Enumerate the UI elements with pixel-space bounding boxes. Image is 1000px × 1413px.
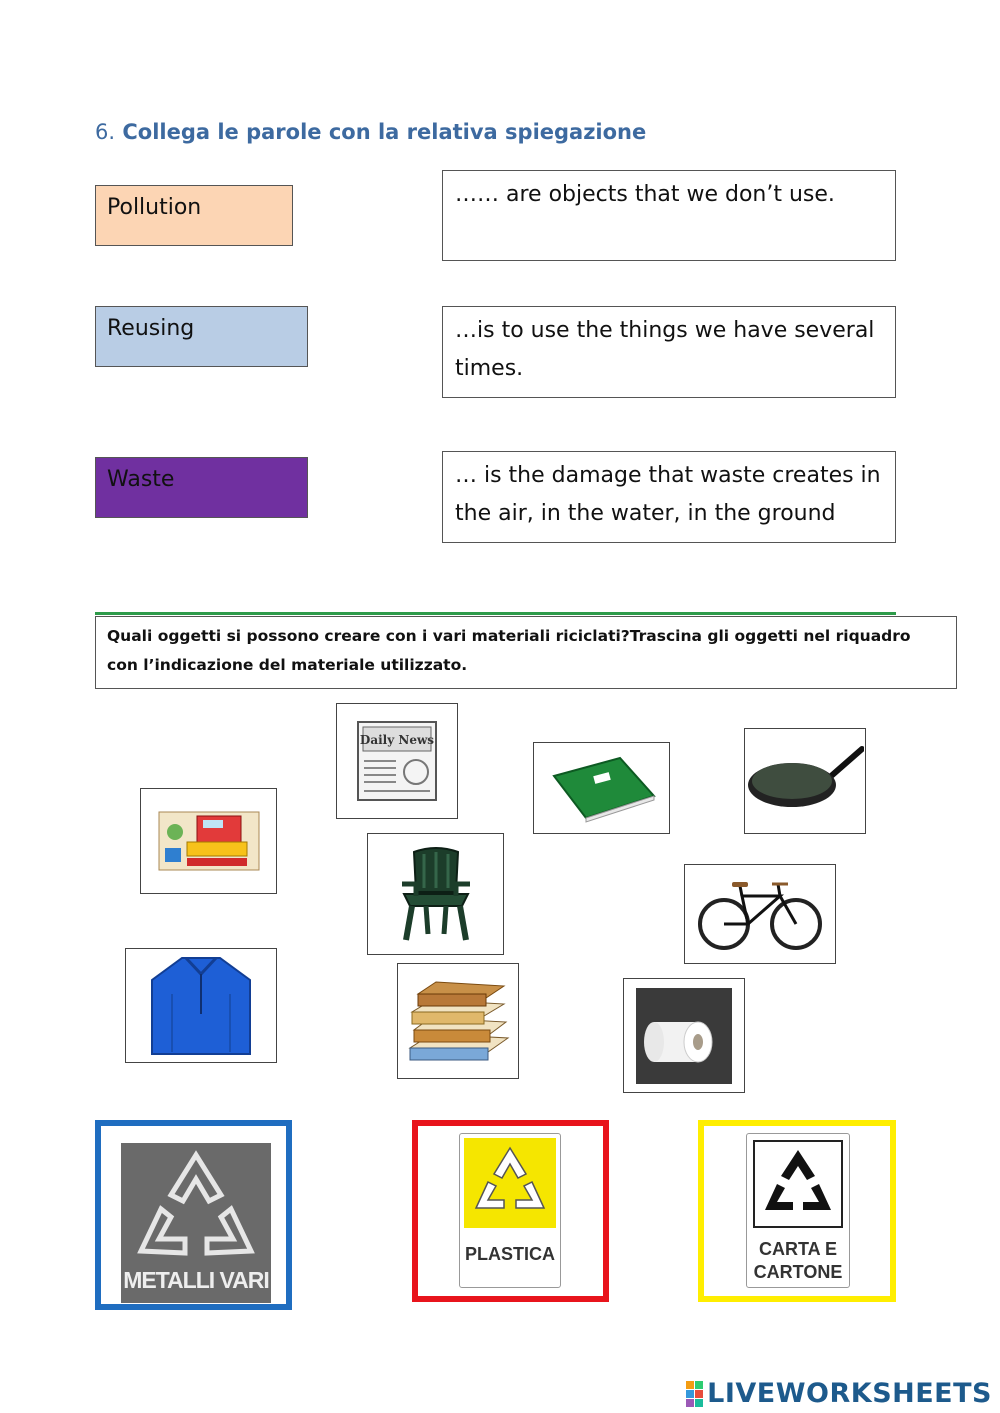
bin-carta-label-line1: CARTA E: [759, 1239, 837, 1259]
books-icon: [404, 972, 512, 1070]
drag-item-toy-cash-register[interactable]: [140, 788, 277, 894]
drag-item-plastic-chair[interactable]: [367, 833, 504, 955]
recycle-icon: [755, 1142, 841, 1226]
metal-sign: [121, 1143, 271, 1303]
bin-plastica[interactable]: [412, 1120, 609, 1302]
drag-item-notebook[interactable]: [533, 742, 670, 834]
paper-sign-panel: [753, 1140, 843, 1228]
plastic-sign-panel: [464, 1138, 556, 1228]
liveworksheets-logo: [686, 1378, 992, 1409]
drag-instruction-text: Quali oggetti si possono creare con i vari materiali riciclati?Trascina gli oggetti nel riquadro con l’indicazione del materiale utilizzato.: [107, 627, 911, 674]
paper-sign: [746, 1133, 850, 1288]
drag-item-fleece-sweater[interactable]: [125, 948, 277, 1063]
toy-cash-register-icon: [157, 808, 261, 874]
drag-item-newspaper[interactable]: [336, 703, 458, 819]
bin-carta-label: [747, 1238, 849, 1284]
bin-carta-cartone[interactable]: [698, 1120, 896, 1302]
plastic-chair-icon: [396, 844, 476, 944]
definition-box-2[interactable]: [442, 306, 896, 398]
fleece-sweater-icon: [146, 954, 256, 1058]
drag-item-frying-pan[interactable]: [744, 728, 866, 834]
bin-metalli-vari[interactable]: [95, 1120, 292, 1310]
bicycle-icon: [696, 874, 824, 954]
word-reusing-label: Reusing: [107, 316, 195, 341]
section-divider: [95, 612, 896, 615]
definition-text-2: …is to use the things we have several times.: [455, 318, 875, 381]
word-waste-label: Waste: [107, 467, 175, 492]
exercise-title: Collega le parole con la relativa spiegazione: [122, 120, 647, 144]
newspaper-icon: [352, 716, 442, 806]
definition-box-3[interactable]: [442, 451, 896, 543]
toilet-paper-icon: [636, 988, 732, 1084]
drag-item-toilet-paper[interactable]: [623, 978, 745, 1093]
bin-plastica-label: PLASTICA: [465, 1244, 555, 1264]
drag-item-bicycle[interactable]: [684, 864, 836, 964]
notebook-icon: [542, 750, 662, 826]
frying-pan-icon: [746, 741, 864, 821]
bin-metalli-vari-label: METALLI VARI: [123, 1267, 269, 1293]
definition-text-3: … is the damage that waste creates in the air, in the water, in the ground: [455, 463, 881, 526]
logo-mark-icon: [686, 1381, 703, 1407]
logo-text: LIVEWORKSHEETS: [707, 1378, 992, 1409]
plastic-sign: [459, 1133, 561, 1288]
word-pollution[interactable]: [95, 185, 293, 246]
word-reusing[interactable]: [95, 306, 308, 367]
word-pollution-label: Pollution: [107, 195, 202, 220]
recycle-icon: [464, 1138, 556, 1228]
drag-instruction: [95, 616, 957, 689]
newspaper-headline: Daily News: [359, 733, 435, 747]
definition-box-1[interactable]: [442, 170, 896, 261]
word-waste[interactable]: [95, 457, 308, 518]
drag-item-books[interactable]: [397, 963, 519, 1079]
exercise-number: 6.: [95, 120, 116, 144]
definition-text-1: …… are objects that we don’t use.: [455, 182, 835, 207]
bin-carta-label-line2: CARTONE: [753, 1262, 843, 1282]
exercise-heading: [95, 120, 646, 144]
